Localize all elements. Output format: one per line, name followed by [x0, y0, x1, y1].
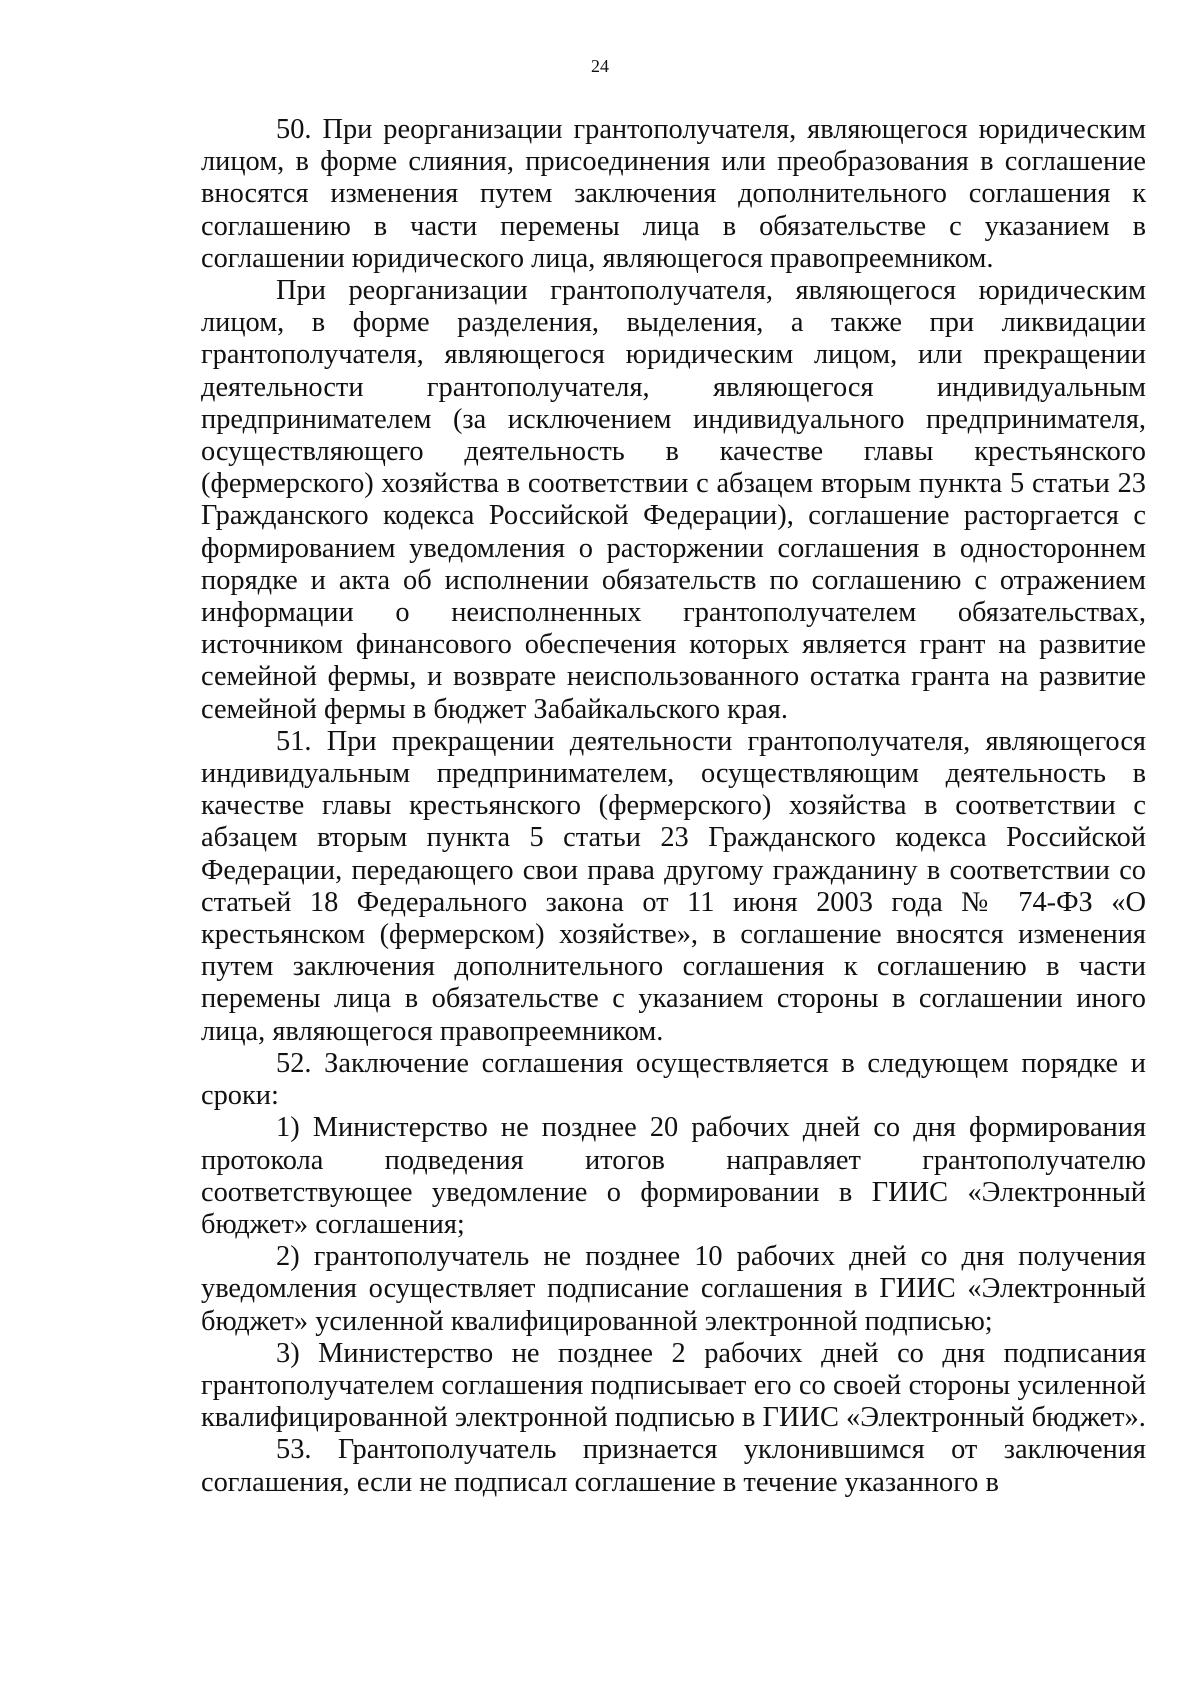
paragraph-50-reorganization: При реорганизации грантополучателя, являющегося юридическим лицом, в форме разделения, выделения, а также при ликвидации грантополучателя, являющегося юридическим лицом, или прекращении деятельности грантополучателя, являющегося индивидуальным предпринимателем (за исключением индивидуального предпринимателя, осуществляющего деятельность в качестве главы крестьянского (фермерского) хозяйства в соответствии с абзацем вторым пункта 5 статьи 23 Гражданского кодекса Российской Федерации), соглашение расторгается с формированием уведомления о расторжении соглашения в одностороннем порядке и акта об исполнении обязательств по соглашению с отражением информации о неисполненных грантополучателем обязательствах, источником финансового обеспечения которых является грант на развитие семейной фермы, и возврате неиспользованного остатка гранта на развитие семейной фермы в бюджет Забайкальского края. — [201, 275, 1146, 725]
paragraph-52-item-1: 1) Министерство не позднее 20 рабочих дней со дня формирования протокола подведения итогов направляет грантополучателю соответствующее уведомление о формировании в ГИИС «Электронный бюджет» соглашения; — [201, 1112, 1146, 1240]
paragraph-52: 52. Заключение соглашения осуществляется в следующем порядке и сроки: — [201, 1047, 1146, 1112]
document-body — [201, 114, 1146, 1499]
page-number: 24 — [591, 56, 609, 76]
paragraph-52-item-3: 3) Министерство не позднее 2 рабочих дней со дня подписания грантополучателем соглашения подписывает его со своей стороны усиленной квалифицированной электронной подписью в ГИИС «Электронный бюджет». — [201, 1337, 1146, 1434]
paragraph-52-item-2: 2) грантополучатель не позднее 10 рабочих дней со дня получения уведомления осуществляет подписание соглашения в ГИИС «Электронный бюджет» усиленной квалифицированной электронной подписью; — [201, 1241, 1146, 1337]
paragraph-51: 51. При прекращении деятельности грантополучателя, являющегося индивидуальным предпринимателем, осуществляющим деятельность в качестве главы крестьянского (фермерского) хозяйства в соответствии с абзацем вторым пункта 5 статьи 23 Гражданского кодекса Российской Федерации, передающего свои права другому гражданину в соответствии со статьей 18 Федерального закона от 11 июня 2003 года № 74-ФЗ «О крестьянском (фермерском) хозяйстве», в соглашение вносятся изменения путем заключения дополнительного соглашения к соглашению в части перемены лица в обязательстве с указанием стороны в соглашении иного лица, являющегося правопреемником. — [201, 725, 1146, 1047]
paragraph-53: 53. Грантополучатель признается уклонившимся от заключения соглашения, если не подписал соглашение в течение указанного в — [201, 1434, 1146, 1498]
paragraph-50: 50. При реорганизации грантополучателя, являющегося юридическим лицом, в форме слияния, присоединения или преобразования в соглашение вносятся изменения путем заключения дополнительного соглашения к соглашению в части перемены лица в обязательстве с указанием в соглашении юридического лица, являющегося правопреемником. — [201, 114, 1146, 274]
